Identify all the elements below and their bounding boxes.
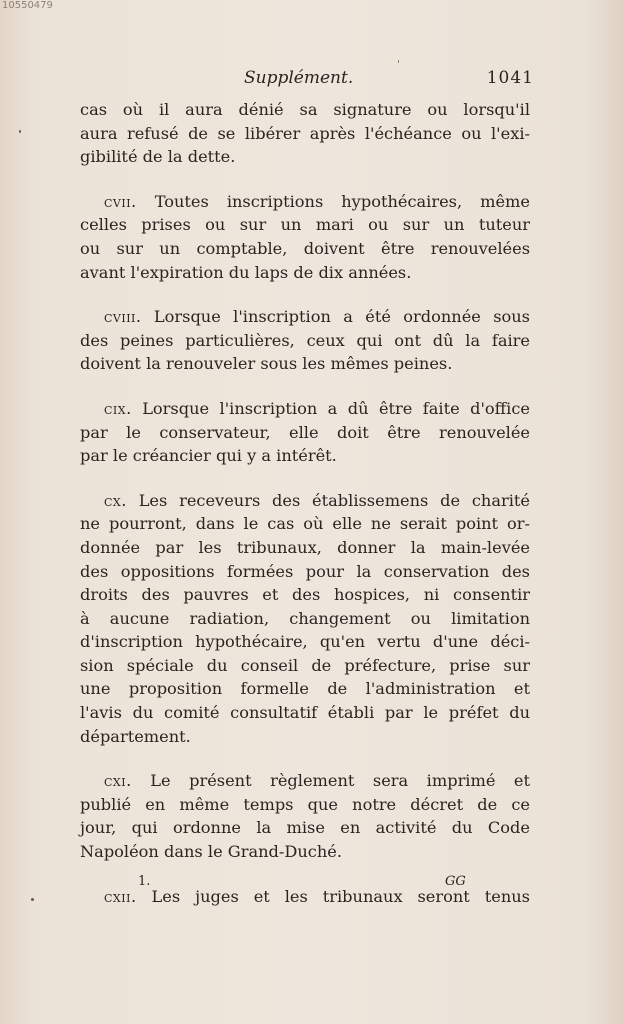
running-header bbox=[244, 68, 534, 92]
scan-id: 10550479 bbox=[2, 0, 53, 11]
text-line bbox=[80, 725, 530, 749]
text-line bbox=[80, 190, 530, 214]
text-line bbox=[80, 701, 530, 725]
line-text: par le créancier qui y a intérêt. bbox=[80, 446, 337, 466]
line-text: publié en même temps que notre décret de ce bbox=[80, 794, 530, 814]
line-text: aura refusé de se libérer après l'échéance ou l'exi- bbox=[80, 123, 530, 143]
text-line bbox=[80, 237, 530, 261]
text-line bbox=[80, 444, 530, 468]
text-line bbox=[80, 98, 530, 122]
line-text: avant l'expiration du laps de dix années. bbox=[80, 262, 412, 282]
article-number: cvii. bbox=[104, 191, 137, 211]
article-number: cix. bbox=[104, 398, 132, 418]
line-text: cas où il aura dénié sa signature ou lorsqu'il bbox=[80, 100, 530, 119]
signature-mark-left: 1. bbox=[138, 874, 151, 889]
text-line bbox=[80, 536, 530, 560]
article-number: cviii. bbox=[104, 307, 142, 327]
text-line bbox=[80, 793, 530, 817]
line-text: Napoléon dans le Grand-Duché. bbox=[80, 842, 342, 862]
line-text: Toutes inscriptions hypothécaires, même bbox=[154, 191, 530, 211]
text-line bbox=[80, 145, 530, 169]
line-text: une proposition formelle de l'administration et bbox=[80, 679, 530, 699]
text-line bbox=[80, 421, 530, 445]
line-text: des oppositions formées pour la conservation des bbox=[80, 561, 530, 581]
line-text: sion spéciale du conseil de préfecture, prise sur bbox=[80, 655, 530, 675]
line-text: ne pourront, dans le cas où elle ne serait point or- bbox=[80, 514, 530, 534]
line-text: d'inscription hypothécaire, qu'en vertu d'une déci- bbox=[80, 632, 530, 652]
line-text: l'avis du comité consultatif établi par le préfet du bbox=[80, 703, 530, 723]
ink-speck bbox=[19, 130, 21, 133]
line-text: gibilité de la dette. bbox=[80, 147, 236, 167]
text-line bbox=[80, 397, 530, 421]
text-line bbox=[80, 769, 530, 793]
line-text: celles prises ou sur un mari ou sur un tuteur bbox=[80, 215, 530, 235]
text-line bbox=[80, 677, 530, 701]
footer bbox=[0, 874, 623, 894]
text-line bbox=[80, 122, 530, 146]
text-line bbox=[80, 329, 530, 353]
line-text: ou sur un comptable, doivent être renouvelées bbox=[80, 238, 530, 258]
text-line bbox=[80, 213, 530, 237]
article-paragraph bbox=[80, 397, 530, 468]
line-text: par le conservateur, elle doit être renouvelée bbox=[80, 422, 530, 442]
text-line bbox=[80, 630, 530, 654]
ink-speck bbox=[398, 60, 399, 63]
article-number: cxi. bbox=[104, 771, 132, 791]
signature-mark-right: GG bbox=[445, 874, 466, 889]
text-line bbox=[80, 352, 530, 376]
text-line bbox=[80, 583, 530, 607]
text-line bbox=[80, 261, 530, 285]
line-text: Lorsque l'inscription a été ordonnée sous bbox=[153, 307, 530, 327]
line-text: Les juges et les tribunaux seront tenus bbox=[151, 886, 530, 906]
line-text: Lorsque l'inscription a dû être faite d'office bbox=[142, 398, 530, 418]
article-number: cx. bbox=[104, 490, 127, 510]
text-line bbox=[80, 607, 530, 631]
article-paragraph bbox=[80, 769, 530, 863]
line-text: à aucune radiation, changement ou limitation bbox=[80, 608, 530, 628]
continuation-paragraph bbox=[80, 98, 530, 169]
text-line bbox=[80, 512, 530, 536]
text-line bbox=[80, 816, 530, 840]
article-paragraph bbox=[80, 190, 530, 284]
line-text: des peines particulières, ceux qui ont dû la faire bbox=[80, 330, 530, 350]
line-text: droits des pauvres et des hospices, ni consentir bbox=[80, 585, 530, 605]
line-text: doivent la renouveler sous les mêmes peines. bbox=[80, 354, 453, 374]
article-number: cxii. bbox=[104, 886, 137, 906]
article-paragraph bbox=[80, 489, 530, 749]
line-text: département. bbox=[80, 726, 191, 746]
text-line bbox=[80, 489, 530, 513]
text-line bbox=[80, 654, 530, 678]
text-line bbox=[80, 840, 530, 864]
header-title: Supplément. bbox=[244, 68, 354, 88]
page-number: 1041 bbox=[486, 68, 534, 88]
body-text bbox=[80, 98, 530, 929]
ink-speck bbox=[31, 898, 34, 901]
line-text: jour, qui ordonne la mise en activité du Code bbox=[80, 818, 530, 838]
text-line bbox=[80, 305, 530, 329]
line-text: Les receveurs des établissemens de charité bbox=[138, 490, 530, 510]
article-paragraph bbox=[80, 305, 530, 376]
line-text: donnée par les tribunaux, donner la main-levée bbox=[80, 537, 530, 557]
line-text: Le présent règlement sera imprimé et bbox=[150, 771, 530, 791]
text-line bbox=[80, 560, 530, 584]
